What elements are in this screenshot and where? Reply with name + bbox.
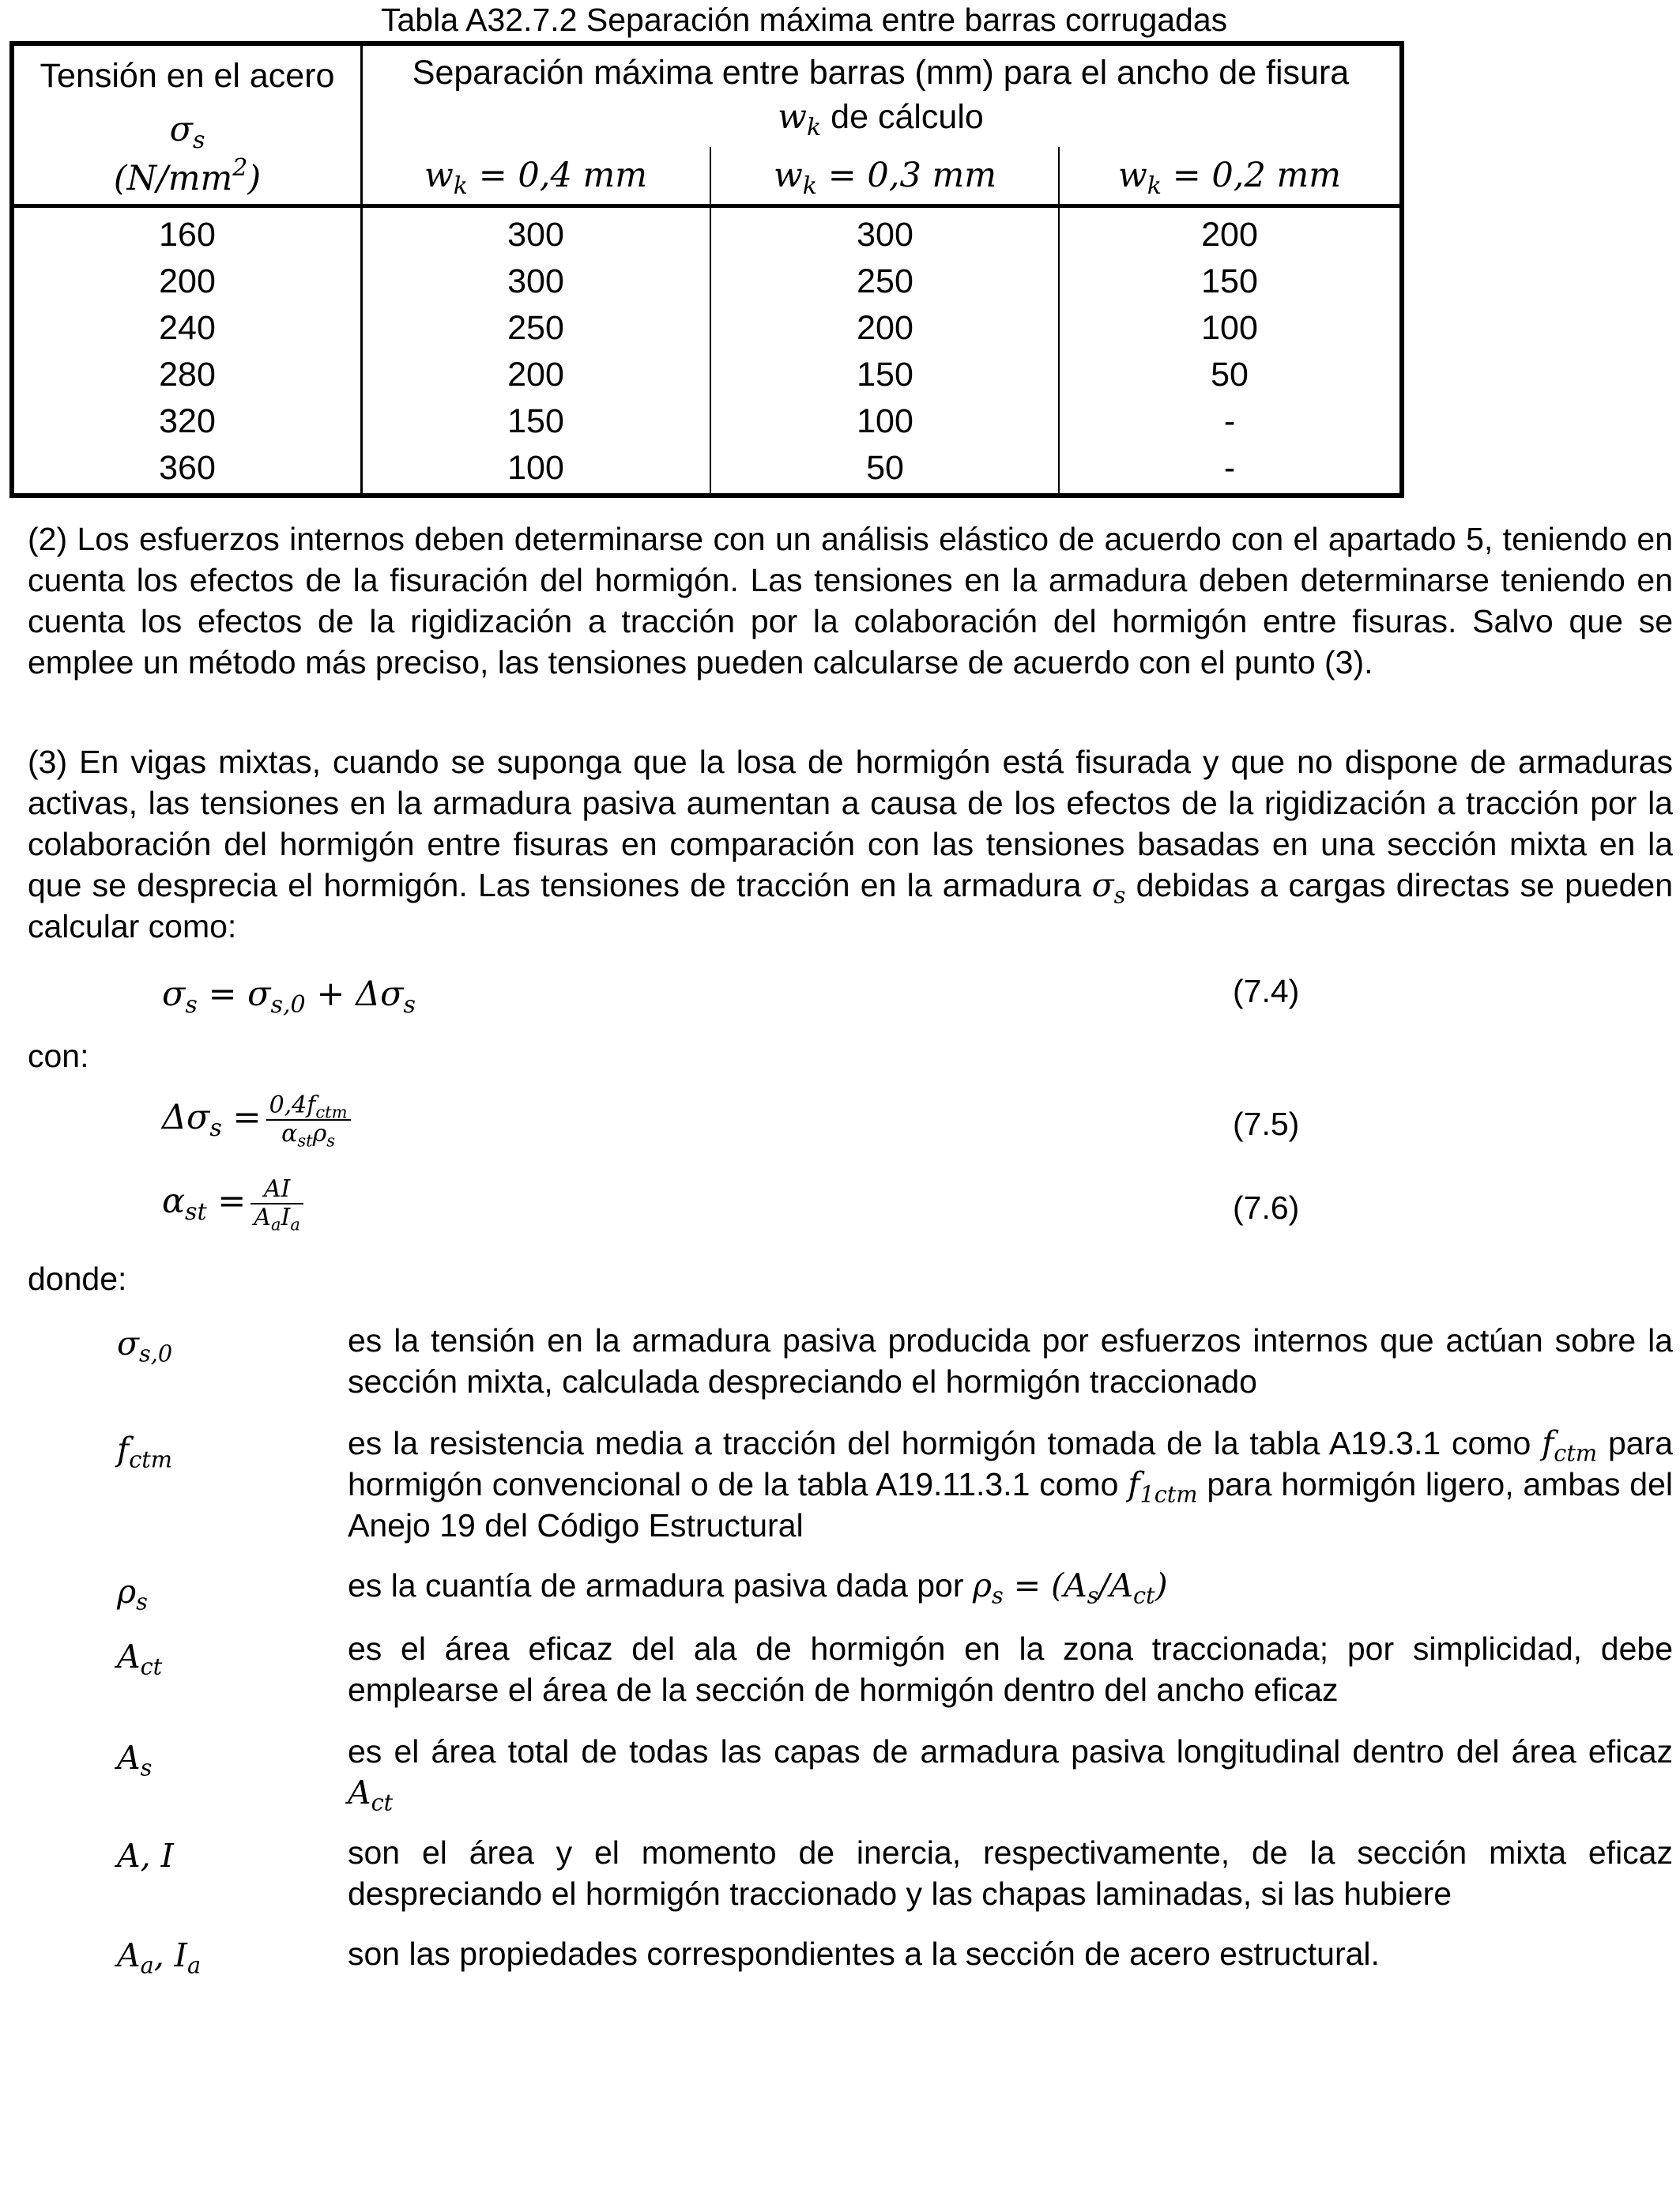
definition-text-rho-s: es la cuantía de armadura pasiva dada por $\rho_s = (A_s/A_{ct})$: [348, 1566, 1168, 1609]
definition-symbol-aa-ia: $A_a$, $I_a$: [117, 1936, 202, 1979]
paragraph-3: [28, 741, 1673, 947]
spacing-table: [9, 41, 1404, 498]
definition-symbol-fctm: $f_{ctm}$: [117, 1431, 172, 1473]
table-cell: 150: [1201, 262, 1258, 300]
definition-symbol-as: $A_s$: [117, 1739, 153, 1781]
table-cell: 200: [857, 309, 913, 347]
equation-7-6-number: (7.6): [1233, 1189, 1300, 1226]
table-cell: 200: [1201, 216, 1258, 254]
table-cell: 200: [507, 356, 564, 394]
table-cell: -: [1223, 402, 1236, 440]
group-header-line2: $w_k$ de cálculo: [778, 97, 984, 142]
definition-symbol-sigma-s0: $\sigma_{s,0}$: [117, 1325, 173, 1367]
paragraph-2: (2) Los esfuerzos internos deben determinarse con un análisis elástico de acuerdo con el apartado 5, teniendo en cuenta los efectos de la fisuración del hormigón. Las tensiones en la armadura deben determinarse teniendo en cuenta los efectos de la rigidización a tracción por la colaboración del hormigón entre fisuras. Salvo que se emplee un método más preciso, las tensiones pueden calcularse de acuerdo con el punto (3).: [28, 521, 1673, 680]
table-cell: 100: [1201, 309, 1258, 347]
table-cell: 240: [159, 309, 216, 347]
table-cell: 300: [857, 216, 913, 254]
subheader-wk-02: $w_k = 0,2$ mm: [1117, 156, 1342, 201]
table-cell: 300: [507, 216, 564, 254]
table-cell: 360: [159, 449, 216, 487]
subheader-wk-04: $w_k = 0,4$ mm: [424, 156, 648, 201]
table-cell: 200: [159, 262, 216, 300]
equation-7-4-number: (7.4): [1233, 973, 1300, 1009]
definition-text-as: es el área total de todas las capas de armadura pasiva longitudinal dentro del área eficaz $A_{ct}$: [348, 1733, 1673, 1816]
definition-text-aa-ia: son las propiedades correspondientes a la sección de acero estructural.: [348, 1936, 1380, 1972]
col1-header-symbol: $\sigma_s$: [169, 110, 205, 155]
definition-symbol-act: $A_{ct}$: [117, 1638, 163, 1680]
equation-7-6: $\alpha_{st}$ = $\frac{AI}{A_aI_a}$: [162, 1176, 303, 1231]
definition-symbol-rho-s: $\rho_s$: [117, 1573, 148, 1615]
table-cell: 300: [507, 262, 564, 300]
definition-text-fctm: es la resistencia media a tracción del hormigón tomada de la tabla A19.3.1 como $f_{ctm}$ para hormigón convencional o de la tabla A19.11.3.1 como $f_{1ctm}$ para hormigón ligero, ambas del Anejo 19 del Código Estructural: [348, 1424, 1674, 1544]
col1-header-title: Tensión en el acero: [40, 57, 335, 95]
paragraph-3-symbol: $\sigma_s$: [1091, 866, 1126, 909]
equation-7-5: $\Delta\sigma_s$ = $\frac{0,4f_{ctm}}{\alpha_{st}\rho_s}$: [162, 1092, 351, 1148]
col1-header-unit: $(N/mm^2)$: [113, 153, 262, 198]
table-cell: 150: [507, 402, 564, 440]
definition-text-act: es el área eficaz del ala de hormigón en la zona traccionada; por simplicidad, debe emplearse el área de la sección de hormigón dentro del ancho eficaz: [348, 1630, 1673, 1708]
definition-symbol-a-i: A, I: [117, 1837, 174, 1875]
equation-7-5-number: (7.5): [1233, 1106, 1300, 1142]
subheader-wk-03: $w_k = 0,3$ mm: [773, 156, 997, 201]
table-cell: 320: [159, 402, 216, 440]
group-header-line1: Separación máxima entre barras (mm) para el ancho de fisura: [412, 54, 1350, 92]
table-cell: 50: [1211, 356, 1249, 394]
equation-7-4: $\sigma_s = \sigma_{s,0} + \Delta\sigma_s$: [162, 974, 416, 1020]
table-cell: 160: [159, 216, 216, 254]
table-cell: 100: [507, 449, 564, 487]
definition-text-a-i: son el área y el momento de inercia, respectivamente, de la sección mixta eficaz despreciando el hormigón traccionado y las chapas laminadas, si las hubiere: [348, 1834, 1673, 1912]
table-cell: -: [1223, 449, 1236, 487]
table-cell: 150: [857, 356, 913, 394]
table-cell: 280: [159, 356, 216, 394]
definition-text-sigma-s0: es la tensión en la armadura pasiva producida por esfuerzos internos que actúan sobre la sección mixta, calculada despreciando el hormigón traccionado: [348, 1322, 1673, 1400]
paragraph-3-text: (3) En vigas mixtas, cuando se suponga que la losa de hormigón está fisurada y que no dispone de armaduras activas, las tensiones en la armadura pasiva aumentan a causa de los efectos de la rigidización a tracción por la colaboración del hormigón entre fisuras en comparación con las tensiones basadas en una sección mixta en la que se desprecia el hormigón. Las tensiones de tracción en la armadura: [28, 744, 1673, 903]
table-cell: 250: [507, 309, 564, 347]
table-cell: 100: [857, 402, 913, 440]
table-cell: 50: [866, 449, 904, 487]
paragraph-3-tail: debidas a cargas directas se pueden calcular como:: [28, 867, 1673, 944]
donde-label: donde:: [28, 1261, 127, 1297]
table-cell: 250: [857, 262, 913, 300]
con-label: con:: [28, 1038, 89, 1074]
